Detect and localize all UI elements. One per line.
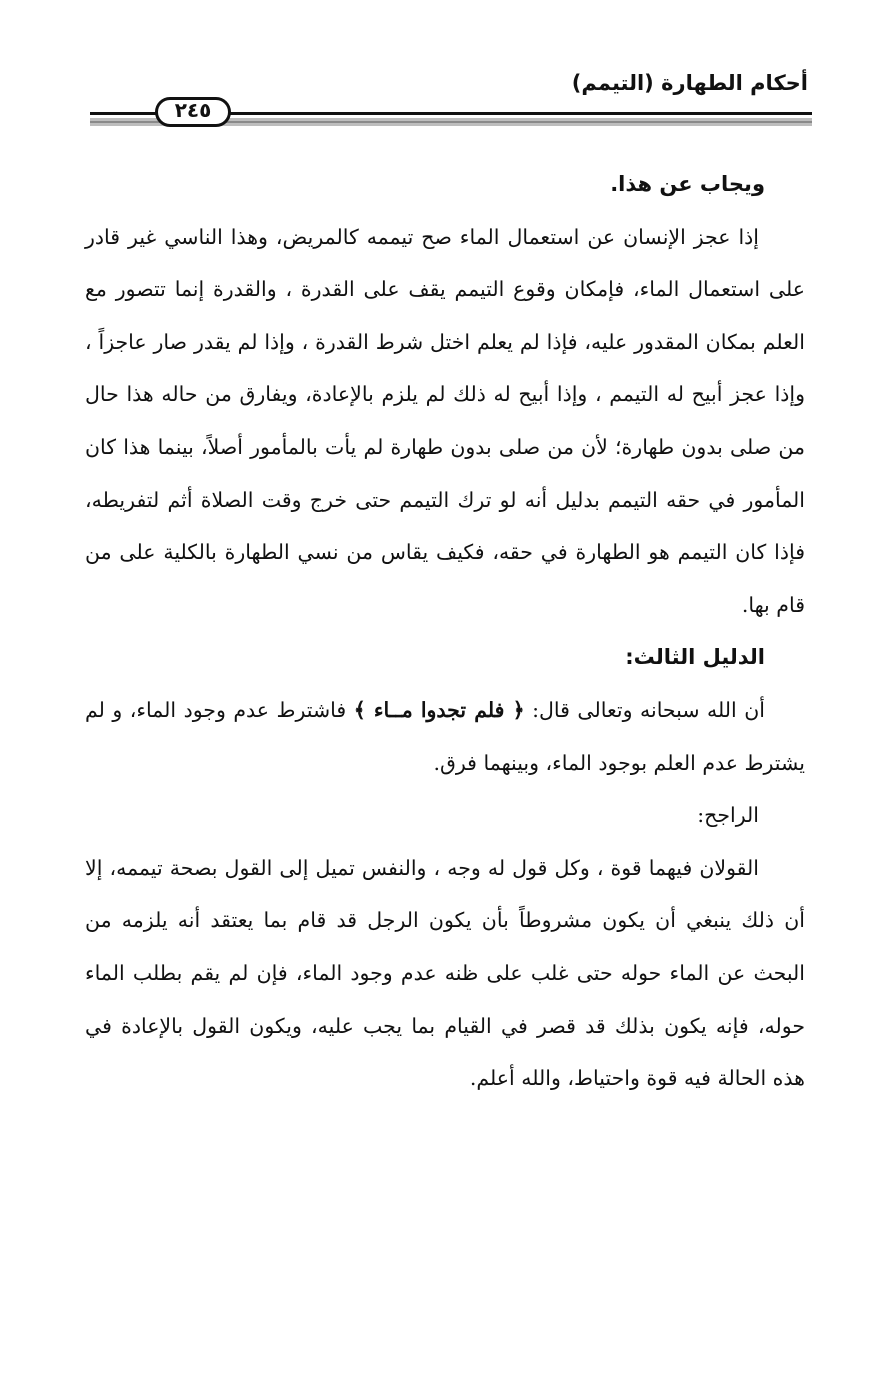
paragraph-third-evidence [85, 684, 805, 789]
section-heading-third-evidence: الدليل الثالث: [625, 645, 765, 670]
paragraph-preferred-view: القولان فيهما قوة ، وكل قول له وجه ، والنفس تميل إلى القول بصحة تيممه، إلا أن ذلك ينبغي أن يكون مشروطاً بأن يكون الرجل قد قام بما يعتقد أنه يلزمه من البحث عن الماء حوله حتى غلب على ظنه عدم وجود الماء، فإن لم يقم بطلب الماء حوله، فإنه يكون بذلك قد قصر في القيام بما يجب عليه، ويكون القول بالإعادة في هذه الحالة فيه قوة واحتياط، والله أعلم. [85, 855, 805, 1091]
paragraph-answer: إذا عجز الإنسان عن استعمال الماء صح تيممه كالمريض، وهذا الناسي غير قادر على استعمال الماء، فإمكان وقوع التيمم يقف على القدرة ، والقدرة إنما تتصور مع العلم بمكان المقدور عليه، فإذا لم يعلم اختل شرط القدرة ، وإذا لم يقدر صار عاجزاً ، وإذا عجز أبيح له التيمم ، وإذا أبيح له ذلك لم يلزم بالإعادة، ويفارق من حاله هذا حال من صلى بدون طهارة؛ لأن من صلى بدون طهارة لم يأت بالمأمور أصلاً، بينما هذا كان المأمور في حقه التيمم بدليل أنه لو ترك التيمم حتى خرج وقت الصلاة أثم لتفريطه، فإذا كان التيمم هو الطهارة في حقه، فكيف يقاس من نسي الطهارة بالكلية على من قام بها. [85, 224, 805, 617]
page-body [85, 158, 805, 1105]
running-header-title: أحكام الطهارة (التيمم) [571, 71, 808, 95]
page-number: ٢٤٥ [174, 98, 212, 122]
paragraph-text: أن الله سبحانه وتعالى قال: [524, 697, 765, 722]
paragraph-text: فاشترط عدم وجود الماء، و لم يشترط عدم العلم بوجود الماء، وبينهما فرق. [85, 697, 805, 775]
section-heading-preferred-view: الراجح: [697, 803, 759, 828]
section-heading-answer: ويجاب عن هذا. [610, 172, 765, 196]
quran-verse: ﴿ فلم تجدوا مــاء ﴾ [353, 697, 525, 722]
